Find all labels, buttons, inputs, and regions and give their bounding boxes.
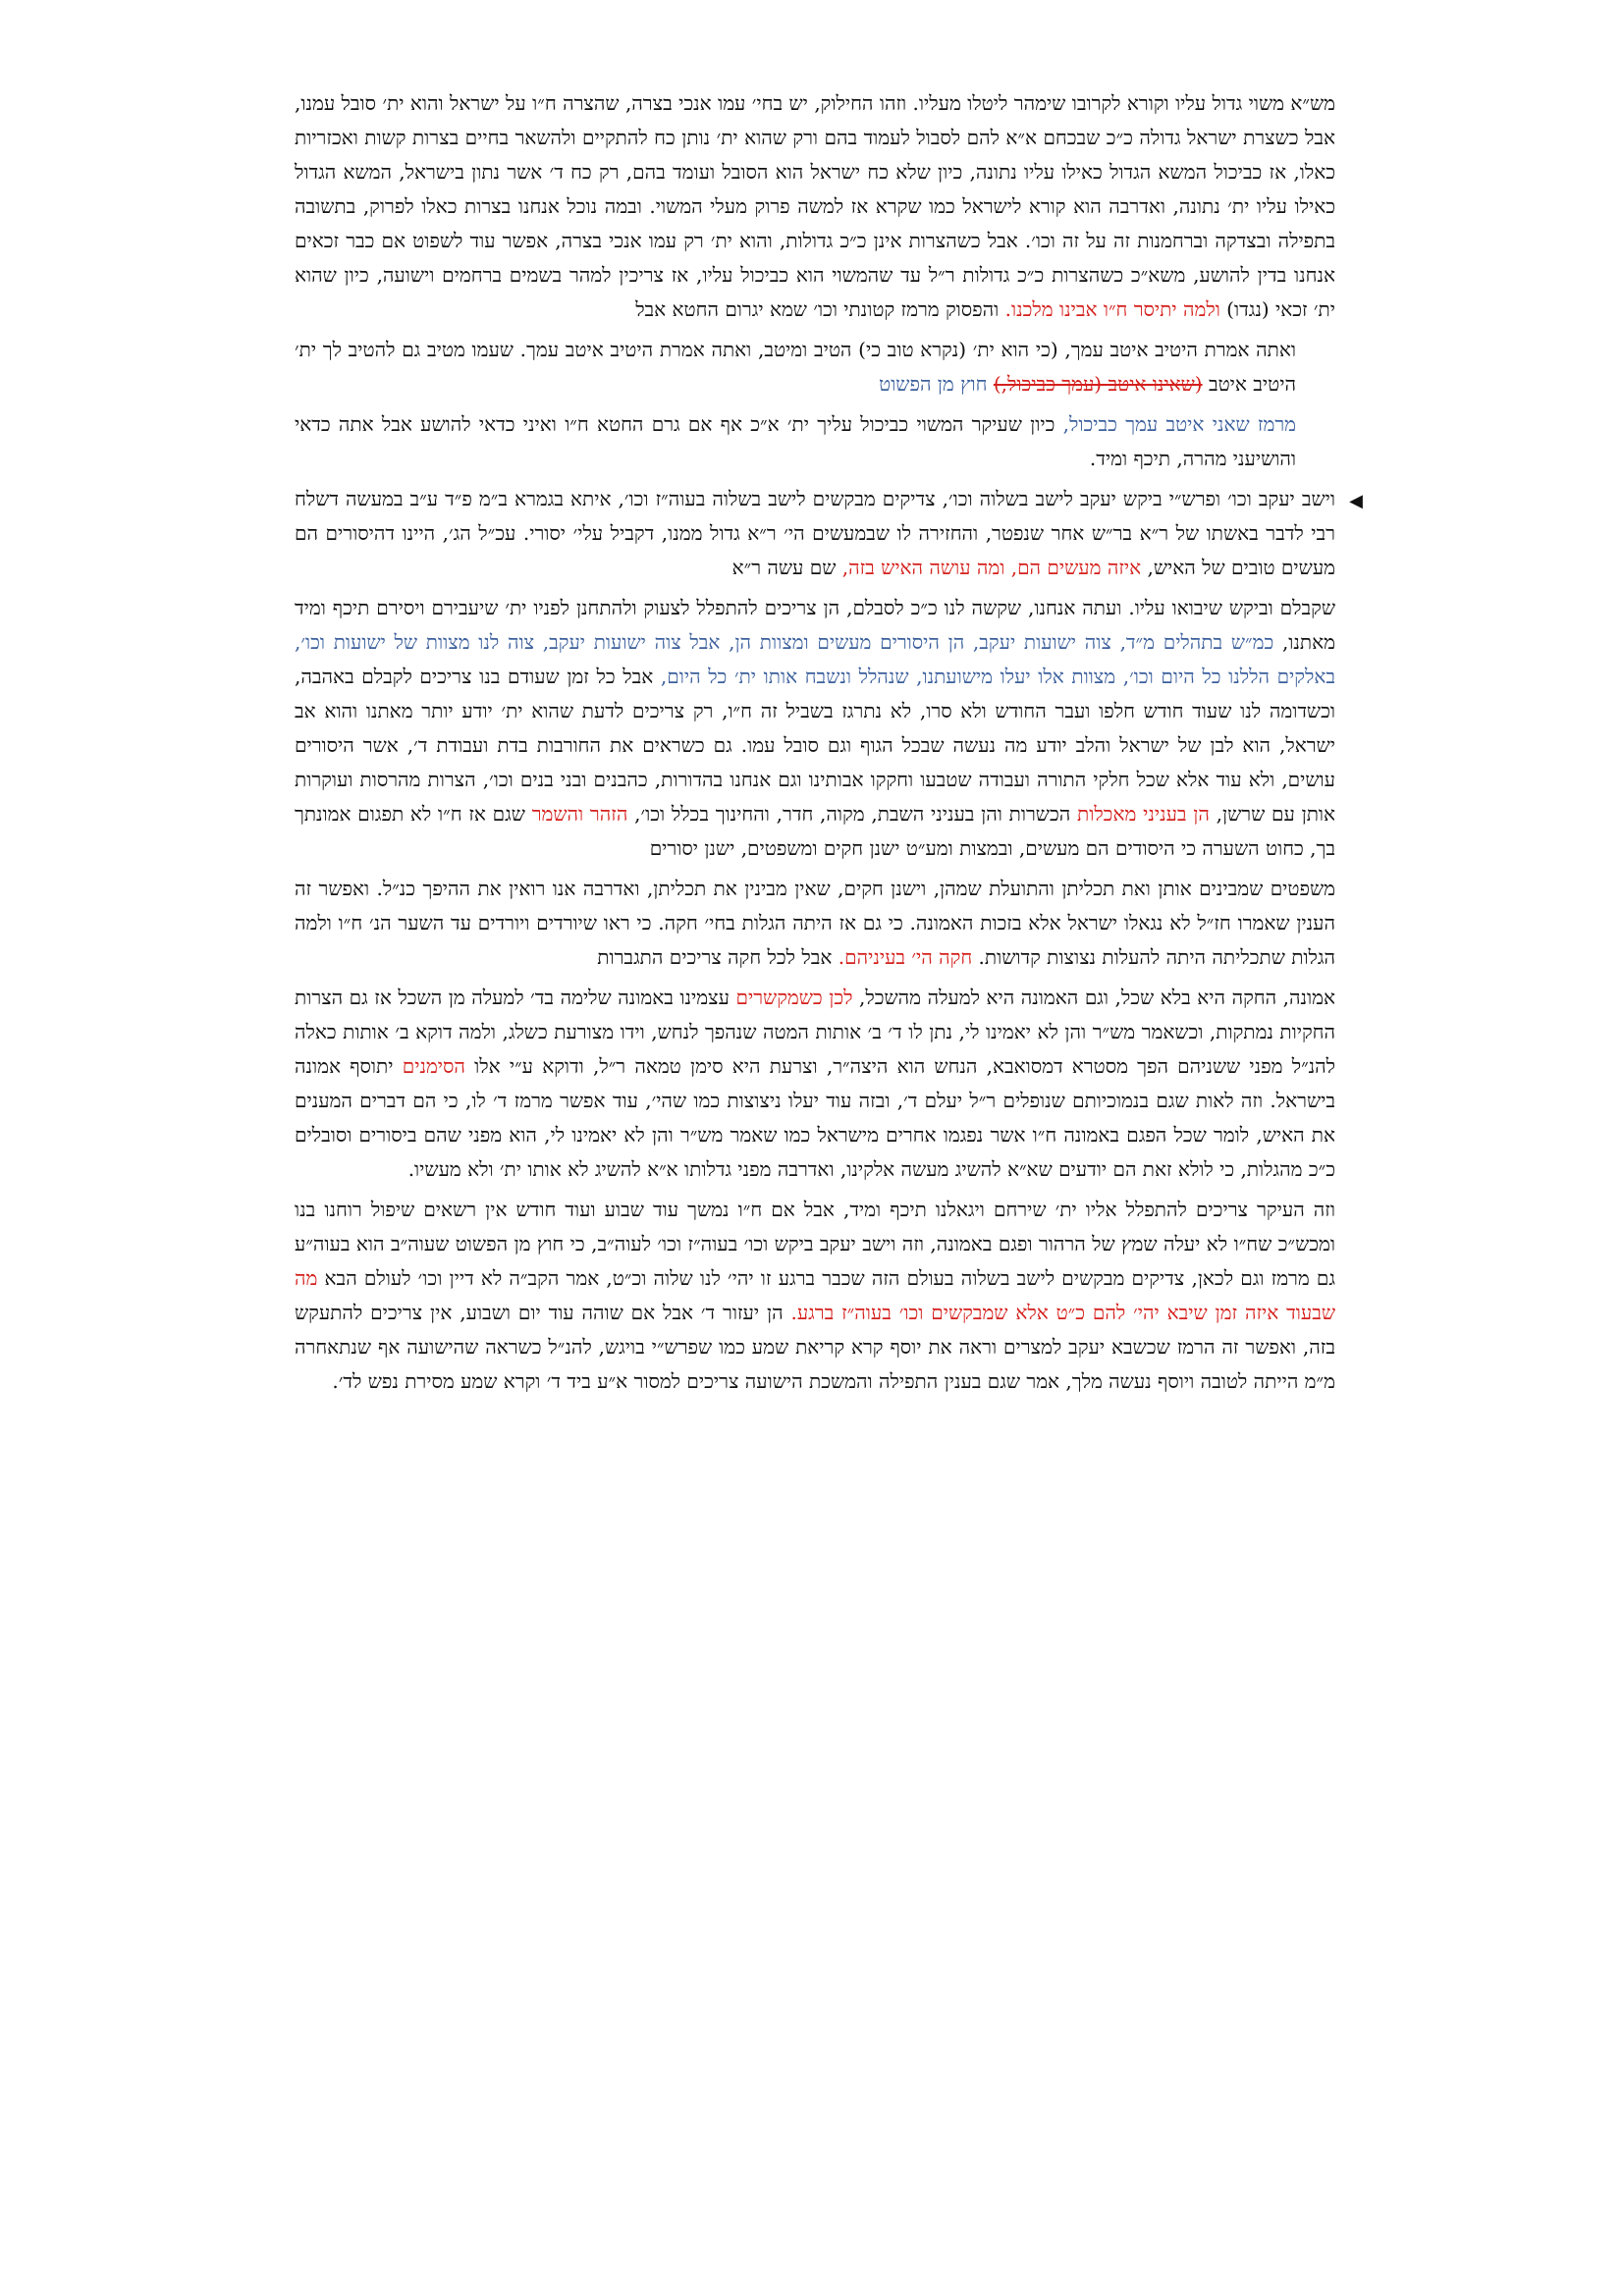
paragraph-text: שקבלם וביקש שיבואו עליו. ועתה אנחנו, שקשה לנו כ״כ לסבלם, הן צריכים להתפלל לצעוק ולהתחנן לפניו ית׳ שיעבירם ויסירם תיכף ומיד מאתנו, <box>295 596 1335 654</box>
paragraph-2 <box>295 333 1335 401</box>
paragraph-4 <box>295 482 1363 585</box>
paragraph-highlight-red: הן בעניני מאכלות <box>1077 802 1210 826</box>
paragraph-highlight-red: ולמה יתיסר ח״ו אבינו מלכנו. <box>1004 297 1220 321</box>
paragraph-highlight-red: הסימנים <box>402 1054 465 1078</box>
paragraph-text: אבל לכל חקה צריכים התגברות <box>597 945 833 969</box>
paragraph-text: ואתה אמרת היטיב איטב עמך, (כי הוא ית׳ (נקרא טוב כי) הטיב ומיטב, ואתה אמרת היטיב איטב עמך. שעמו מטיב גם להטיב לך ית׳ היטיב איטב <box>295 338 1296 396</box>
paragraph-highlight-red: חקה הי׳ בעיניהם. <box>838 945 973 969</box>
paragraph-text: יתוסף אמונה בישראל. וזה לאות שגם בנמוכיותם שנופלים ר״ל יעלם ד׳, ובזה עוד יעלו ניצוצות כמו שהי׳, עוד אפשר מרמז ד׳ לו, כי הם דברים המענים את האיש, לומר שכל הפגם באמונה ח״ו אשר נפגמו אחרים מישראל כמו שאמר מש״ר והן לא יאמינו לי, הוא מפני שהם ביסורים וסובלים כ״כ מהגלות, כי לולא זאת הם יודעים שא״א להשיג מעשה אלקינו, ואדרבה מפני גדלותו א״א להשיג לא אותו ית׳ ולא מעשיו. <box>295 1054 1335 1181</box>
paragraph-highlight-blue: מרמז שאני איטב עמך כביכול, <box>1062 412 1296 436</box>
document-page <box>295 86 1363 1405</box>
paragraph-3 <box>295 407 1335 476</box>
paragraph-highlight-red: לכן כשמקשרים <box>735 986 853 1009</box>
paragraph-7 <box>295 981 1335 1187</box>
bullet-marker-icon: ◀ <box>1349 491 1363 511</box>
paragraph-highlight-blue: חוץ מן הפשוט <box>879 372 988 396</box>
paragraph-5 <box>295 591 1335 866</box>
paragraph-1 <box>295 86 1335 327</box>
paragraph-text: וזה העיקר צריכים להתפלל אליו ית׳ שירחם ויגאלנו תיכף ומיד, אבל אם ח״ו נמשך עוד שבוע ועוד חודש אין רשאים שיפול רוחנו בנו ומכש״כ שח״ו לא יעלה שמץ של הרהור ופגם באמונה, וזה וישב יעקב ביקש וכו׳ בעוה״ז וכו׳ לעוה״ב, כי חוץ מן הפשוט שעוה״ב הוא בעוה״ע גם מרמז וגם לכאן, צדיקים מבקשים לישב בשלוה בעולם הזה שכבר ברגע זו יהי׳ לנו שלוה וכ״ט, אמר הקב״ה לא דיין וכו׳ לעולם הבא <box>295 1198 1335 1290</box>
paragraph-text: עצמינו באמונה שלימה בד׳ למעלה מן השכל אז גם הצרות החקיות נמתקות, וכשאמר מש״ר והן לא יאמינו לי, נתן לו ד׳ ב׳ אותות המטה שנהפך לנחש, וידו מצורעת כשלג, ולמה דוקא ב׳ אותות כאלה להנ״ל מפני ששניהם הפך מסטרא דמסואבא, הנחש הוא היצה״ר, וצרעת היא סימן טמאה ר״ל, ודוקא ע״י אלו <box>295 986 1336 1078</box>
paragraph-text: והפסוק מרמז קטונתי וכו׳ שמא יגרום החטא אבל <box>635 297 1000 321</box>
paragraph-highlight-red: מה שבעוד איזה זמן שיבא יהי׳ להם כ״ט אלא שמבקשים וכו׳ בעוה״ז ברגע. <box>295 1266 1336 1324</box>
paragraph-text: הכשרות והן בעניני השבת, מקוה, חדר, והחינוך בכלל וכו׳, <box>634 802 1071 826</box>
paragraph-text: משפטים שמבינים אותן ואת תכליתן והתועלת שמהן, וישנן חקים, שאין מבינין את תכליתן, ואדרבה אנו רואין את ההיפך כנ״ל. ואפשר זה הענין שאמרו חז״ל לא נגאלו ישראל אלא בזכות האמונה. כי גם אז היתה הגלות בחי׳ חקה. כי ראו שיורדים ויורדים עד השער הנ׳ ח״ו ולמה הגלות שתכליתה היתה להעלות נצוצות קדושות. <box>295 877 1335 969</box>
paragraph-text: כיון שעיקר המשוי כביכול עליך ית׳ א״כ אף אם גרם החטא ח״ו ואיני כדאי להושע אבל אתה כדאי והושיעני מהרה, תיכף ומיד. <box>295 412 1296 470</box>
paragraph-text: שם עשה ר״א <box>731 556 837 579</box>
paragraph-text: אבל כל זמן שעודם בנו צריכים לקבלם באהבה, וכשדומה לנו שעוד חודש חלפו ועבר החודש ולא סרו, לא נתרגז בשביל זה ח״ו, רק צריכים לדעת שהוא ית׳ יודע יותר מאתנו והוא אב ישראל, הוא לבן של ישראל והלב יודע מה נעשה שבכל הגוף וגם סובל עמו. גם כשראים את החורבות בדת ועבודת ד׳, אשר היסורים עושים, ולא עוד אלא שכל חלקי התורה ועבודה שטבעו וחקקו אבותינו וגם אנחנו בהדורות, כהבנים ובני בנים וכו׳, הצרות מהרסות ועוקרות אותן עם שרשן, <box>295 665 1336 826</box>
paragraph-8 <box>295 1193 1335 1399</box>
paragraph-text: הן יעזור ד׳ אבל אם שוהה עוד יום ושבוע, אין צריכים להתעקש בזה, ואפשר זה הרמז שכשבא יעקב למצרים וראה את יוסף קרא קריאת שמע כמו שפרש״י בויגש, להנ״ל כשראה שהישועה אף שנתאחרה מ״מ הייתה לטובה ויוסף נעשה מלך, אמר שגם בענין התפילה והמשכת הישועה צריכים למסור א״ע ביד ד׳ וקרא שמע מסירת נפש לד׳. <box>295 1301 1335 1393</box>
paragraph-highlight-red: איזה מעשים הם, ומה עושה האיש בזה, <box>841 556 1142 579</box>
paragraph-highlight-red: הזהר והשמר <box>531 802 628 826</box>
paragraph-text: מש״א משוי גדול עליו וקורא לקרובו שימהר ליטלו מעליו. וזהו החילוק, יש בחי׳ עמו אנכי בצרה, שהצרה ח״ו על ישראל והוא ית׳ סובל עמנו, אבל כשצרת ישראל גדולה כ״כ שבכחם א״א להם לסבול לעמוד בהם ורק שהוא ית׳ נותן כח להתקיים ולהשאר בחיים בצרות קשות ואכזריות כאלו, אז כביכול המשא הגדול כאילו עליו נתונה, כיון שלא כח ישראל הוא הסובל ועומד בהם, רק כח ד׳ אשר נתון בישראל, המשא הגדול כאילו עליו ית׳ נתונה, ואדרבה הוא קורא לישראל כמו שקרא אז למשה פרוק מעלי המשוי. ובמה נוכל אנחנו בצרות כאלו לפרוק, בתשובה בתפילה ובצדקה וברחמנות זה על זה וכו׳. אבל כשהצרות אינן כ״כ גדולות, והוא ית׳ רק עמו אנכי בצרה, אפשר עוד לשפוט אם כבר זכאים אנחנו בדין להושע, משא״כ כשהצרות כ״כ גדולות ר״ל עד שהמשוי הוא כביכול עליו, אז צריכין למהר בשמים ברחמים וישועה, כיון שהוא ית׳ זכאי (נגדו) <box>295 91 1335 321</box>
paragraph-text: וישב יעקב וכו׳ ופרש״י ביקש יעקב לישב בשלוה וכו׳, צדיקים מבקשים לישב בשלוה בעוה״ז וכו׳, איתא בגמרא ב״מ פ״ד ע״ב במעשה דשלח רבי לדבר באשתו של ר״א בר״ש אחר שנפטר, והחזירה לו שבמעשים הי׳ ר״א גדול ממנו, דקביל עלי׳ יסורי. עכ״ל הג׳, היינו דהיסורים הם מעשים טובים של האיש, <box>295 487 1335 579</box>
paragraph-text: אמונה, החקה היא בלא שכל, וגם האמונה היא למעלה מהשכל, <box>859 986 1335 1009</box>
paragraph-6 <box>295 872 1335 975</box>
paragraph-strike-red: (שאינו איטב (עמך כביכול,) <box>993 372 1203 396</box>
paragraph-text: שגם אז ח״ו לא תפגום אמונתך בך, כחוט השערה כי היסודים הם מעשים, ובמצות ומע״ט ישנן חקים ומשפטים, ישנן יסורים <box>295 802 1335 860</box>
paragraph-highlight-blue: כמ״ש בתהלים מ״ד, צוה ישועות יעקב, הן היסורים מעשים ומצוות הן, אבל צוה ישועות יעקב, צוה לנו מצוות של ישועות וכו׳, באלקים הללנו כל היום וכו׳, מצוות אלו יעלו מישועתנו, שנהלל ונשבח אותו ית׳ כל היום, <box>295 630 1335 688</box>
